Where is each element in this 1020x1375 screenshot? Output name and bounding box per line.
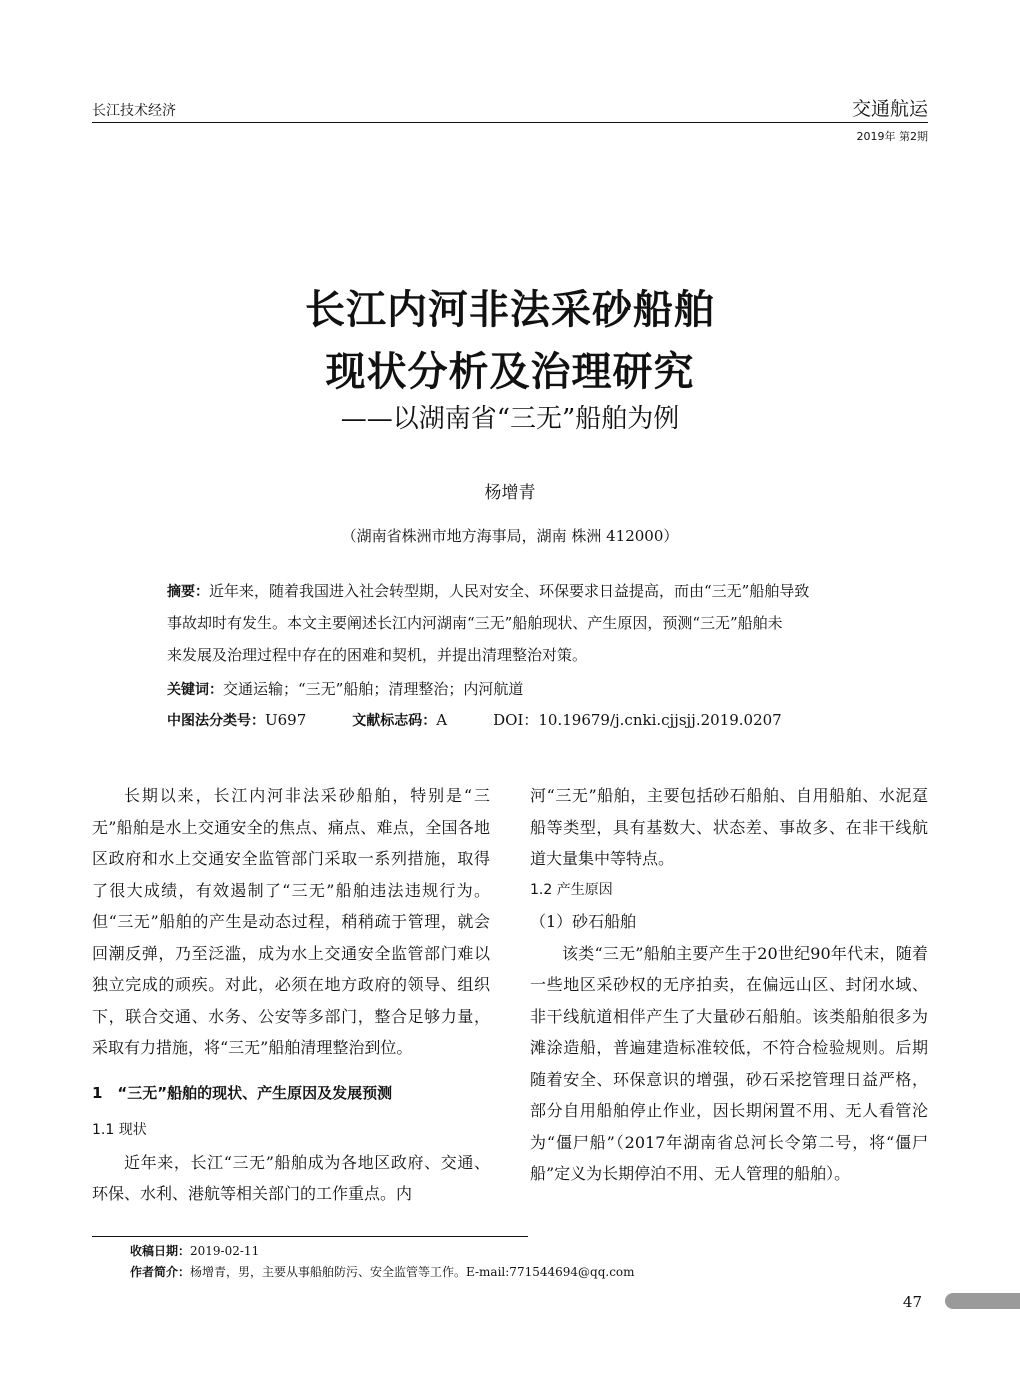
body-column-right [530,780,928,1190]
clc-value: U697 [265,711,307,729]
title-line-1: 长江内河非法采砂船舶 [305,287,715,333]
section-1-heading: 1 “三无”船舶的现状、产生原因及发展预测 [92,1083,393,1102]
journal-name: 长江技术经济 [92,103,176,119]
received-date: 2019-02-11 [190,1244,260,1258]
author-bio-line [130,1263,635,1280]
received-date-line [130,1242,259,1259]
keywords-label: 关键词： [167,682,223,698]
footnote-rule [92,1236,528,1237]
issue-label: 2019年 第2期 [856,130,928,143]
page-tab-decoration [945,1293,1020,1309]
body-column-left [92,780,490,1210]
classification-line [167,711,867,731]
abstract-text-1: 近年来，随着我国进入社会转型期，人民对安全、环保要求日益提高，而由“三无”船舶导致 [209,582,810,600]
abstract-line-1 [167,582,867,602]
abstract-label: 摘要： [167,584,209,600]
author-bio-label: 作者简介： [130,1265,191,1279]
section-1-2-heading: 1.2 产生原因 [530,881,613,898]
title-line-2: 现状分析及治理研究 [325,349,695,395]
continued-paragraph: 河“三无”船舶，主要包括砂石船舶、自用船舶、水泥趸船等类型，具有基数大、状态差、事故多、在非干线航道大量集中等特点。 [530,786,928,868]
keywords-text: 交通运输；“三无”船舶；清理整治；内河航道 [223,680,524,698]
section-1-1-heading: 1.1 现状 [92,1122,147,1138]
clc-label: 中图法分类号： [167,713,265,729]
abstract-line-3: 来发展及治理过程中存在的困难和契机，并提出清理整治对策。 [167,646,588,664]
affiliation: （湖南省株洲市地方海事局，湖南 株洲 412000） [341,527,679,545]
author-name: 杨增青 [484,483,536,503]
page-number: 47 [902,1293,922,1311]
doccode-label: 文献标志码： [352,713,437,729]
header-rule [92,122,928,123]
abstract-line-2: 事故却时有发生。本文主要阐述长江内河湖南“三无”船舶现状、产生原因，预测“三无”船舶未 [167,614,783,632]
sand-vessel-paragraph: 该类“三无”船舶主要产生于20世纪90年代末，随着一些地区采砂权的无序拍卖，在偏远山区、封闭水域、非干线航道相伴产生了大量砂石船舶。该类船舶很多为滩涂造船，普遍建造标准较低，不符合检验规则。后期随着安全、环保意识的增强，砂石采挖管理日益严格，部分自用船舶停止作业，因长期闲置不用、无人看管沦为“僵尸船”（2017年湖南省总河长令第二号，将“僵尸船”定义为长期停泊不用、无人管理的船舶）。 [530,943,928,1183]
section-1-1-paragraph: 近年来，长江“三无”船舶成为各地区政府、交通、环保、水利、港航等相关部门的工作重点。内 [92,1152,490,1203]
intro-paragraph: 长期以来，长江内河非法采砂船舶，特别是“三无”船舶是水上交通安全的焦点、痛点、难点，全国各地区政府和水上交通安全监管部门采取一系列措施，取得了很大成绩，有效遏制了“三无”船舶违法违规行为。但“三无”船舶的产生是动态过程，稍稍疏于管理，就会回潮反弹，乃至泛滥，成为水上交通安全监管部门难以独立完成的顽疾。对此，必须在地方政府的领导、组织下，联合交通、水务、公安等多部门，整合足够力量，采取有力措施，将“三无”船舶清理整治到位。 [92,786,490,1057]
author-bio: 杨增青，男，主要从事船舶防污、安全监管等工作。E-mail:771544694@qq.com [190,1265,635,1279]
keywords-line [167,680,867,700]
doccode-value: A [436,711,448,729]
doi: DOI：10.19679/j.cnki.cjjsjj.2019.0207 [493,711,782,729]
subtitle: ——以湖南省“三无”船舶为例 [340,404,680,434]
received-label: 收稿日期： [130,1244,191,1258]
item-1-heading: （1）砂石船舶 [530,912,637,931]
column-name: 交通航运 [851,98,928,120]
